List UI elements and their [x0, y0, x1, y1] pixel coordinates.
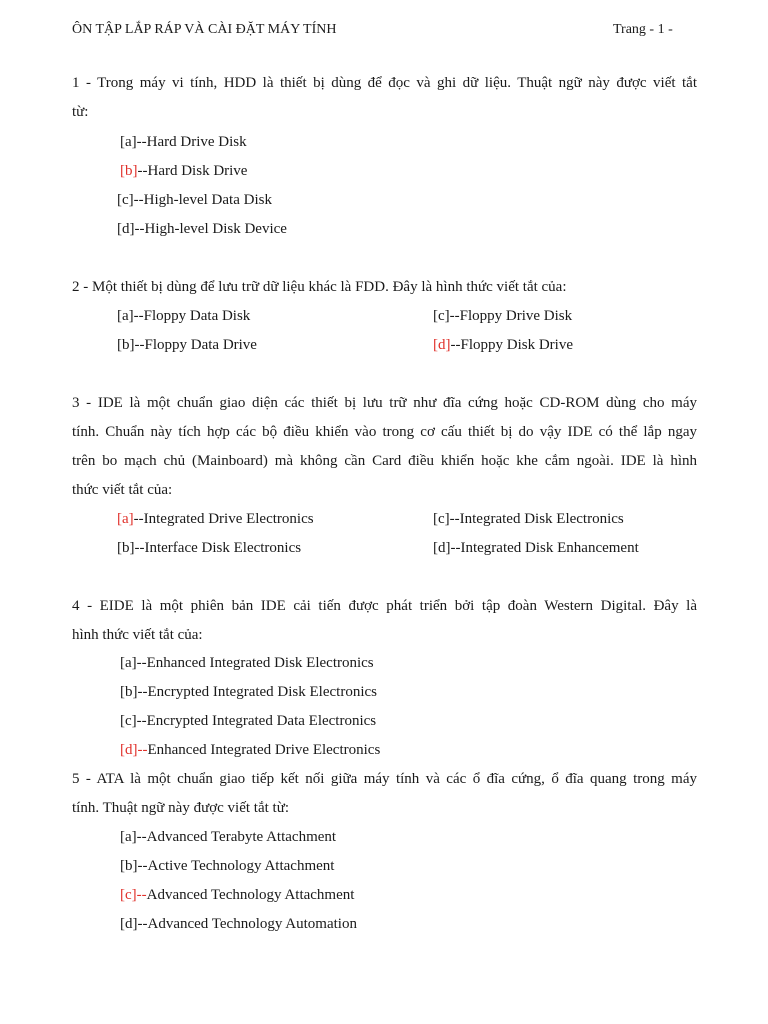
option-label: [d]	[120, 916, 138, 932]
correct-answer-label: [a]	[117, 511, 134, 527]
question-3-option-d	[433, 537, 639, 559]
option-text: --Encrypted Integrated Data Electronics	[136, 713, 377, 729]
option-label: [b]	[120, 858, 138, 874]
option-text: --Floppy Data Disk	[133, 308, 251, 324]
option-label: [c]	[120, 713, 137, 729]
question-1-option-b	[120, 160, 247, 182]
page-number: Trang - 1 -	[613, 22, 673, 37]
document-title: ÔN TẬP LẮP RÁP VÀ CÀI ĐẶT MÁY TÍNH	[72, 22, 337, 37]
question-3-option-c	[433, 508, 624, 530]
question-1-option-c	[117, 189, 272, 211]
option-text: --Enhanced Integrated Disk Electronics	[136, 655, 374, 671]
question-5-option-a	[120, 826, 336, 848]
question-1-option-d	[117, 218, 287, 240]
option-text: --High-level Data Disk	[133, 192, 272, 208]
option-label: [b]	[117, 540, 135, 556]
question-3-option-a	[117, 508, 314, 530]
option-label: [b]	[120, 684, 138, 700]
option-text: --Integrated Drive Electronics	[133, 511, 314, 527]
question-1-line-1: 1 - Trong máy vi tính, HDD là thiết bị dùng để đọc và ghi dữ liệu. Thuật ngữ này được viết tắt	[72, 75, 697, 91]
question-2-line-1: 2 - Một thiết bị dùng để lưu trữ dữ liệu khác là FDD. Đây là hình thức viết tắt của:	[72, 279, 567, 295]
option-text: --Active Technology Attachment	[137, 858, 335, 874]
option-label: [d]	[117, 221, 135, 237]
question-4-option-a	[120, 652, 374, 674]
option-text: --Advanced Terabyte Attachment	[136, 829, 337, 845]
option-text: Enhanced Integrated Drive Electronics	[147, 742, 381, 758]
option-label: [a]	[120, 134, 137, 150]
option-text: --Floppy Data Drive	[134, 337, 257, 353]
question-4-option-d	[120, 739, 380, 761]
option-label: [c]	[117, 192, 134, 208]
question-1-option-a	[120, 131, 247, 153]
option-text: --Integrated Disk Enhancement	[450, 540, 639, 556]
question-3-line-1: 3 - IDE là một chuẩn giao diện các thiết bị lưu trữ như đĩa cứng hoặc CD-ROM dùng cho máy	[72, 395, 697, 411]
option-label: [a]	[120, 655, 137, 671]
option-text: --Hard Drive Disk	[136, 134, 247, 150]
question-5-option-c	[120, 884, 354, 906]
question-5-option-d	[120, 913, 357, 935]
question-5-line-1: 5 - ATA là một chuẩn giao tiếp kết nối giữa máy tính và các ổ đĩa cứng, ổ đĩa quang trong máy	[72, 771, 697, 787]
option-label: [c]	[433, 308, 450, 324]
option-label: [c]	[433, 511, 450, 527]
option-text: --Hard Disk Drive	[137, 163, 248, 179]
question-4-line-2: hình thức viết tắt của:	[72, 627, 203, 643]
question-4-line-1: 4 - EIDE là một phiên bản IDE cải tiến được phát triển bởi tập đoàn Western Digital. Đây là	[72, 598, 697, 614]
question-2-option-c	[433, 305, 572, 327]
correct-answer-label: [b]	[120, 163, 138, 179]
question-5-line-2: tính. Thuật ngữ này được viết tắt từ:	[72, 800, 290, 816]
option-text: --Encrypted Integrated Disk Electronics	[137, 684, 377, 700]
question-2-option-a	[117, 305, 250, 327]
option-text: --Floppy Disk Drive	[450, 337, 573, 353]
correct-answer-label: [c]--	[120, 887, 147, 903]
option-label: [b]	[117, 337, 135, 353]
question-1-line-2: từ:	[72, 104, 89, 120]
question-2-option-d	[433, 334, 573, 356]
question-4-option-c	[120, 710, 376, 732]
question-4-option-b	[120, 681, 377, 703]
correct-answer-label: [d]	[433, 337, 451, 353]
option-label: [d]	[433, 540, 451, 556]
question-2-option-b	[117, 334, 257, 356]
option-text: --Floppy Drive Disk	[449, 308, 573, 324]
question-3-line-3: trên bo mạch chủ (Mainboard) mà không cần Card điều khiển hoặc khe cắm ngoài. IDE là hình	[72, 453, 697, 469]
option-label: [a]	[117, 308, 134, 324]
option-label: [a]	[120, 829, 137, 845]
question-3-option-b	[117, 537, 301, 559]
question-5-option-b	[120, 855, 334, 877]
question-3-line-4: thức viết tắt của:	[72, 482, 173, 498]
option-text: Advanced Technology Attachment	[146, 887, 355, 903]
option-text: --Advanced Technology Automation	[137, 916, 357, 932]
option-text: --High-level Disk Device	[134, 221, 287, 237]
question-3-line-2: tính. Chuẩn này tích hợp các bộ điều khiển vào trong cơ cấu thiết bị do vậy IDE có thể lắp ngay	[72, 424, 697, 440]
page-header	[72, 22, 678, 44]
option-text: --Interface Disk Electronics	[134, 540, 302, 556]
correct-answer-label: [d]--	[120, 742, 148, 758]
option-text: --Integrated Disk Electronics	[449, 511, 624, 527]
